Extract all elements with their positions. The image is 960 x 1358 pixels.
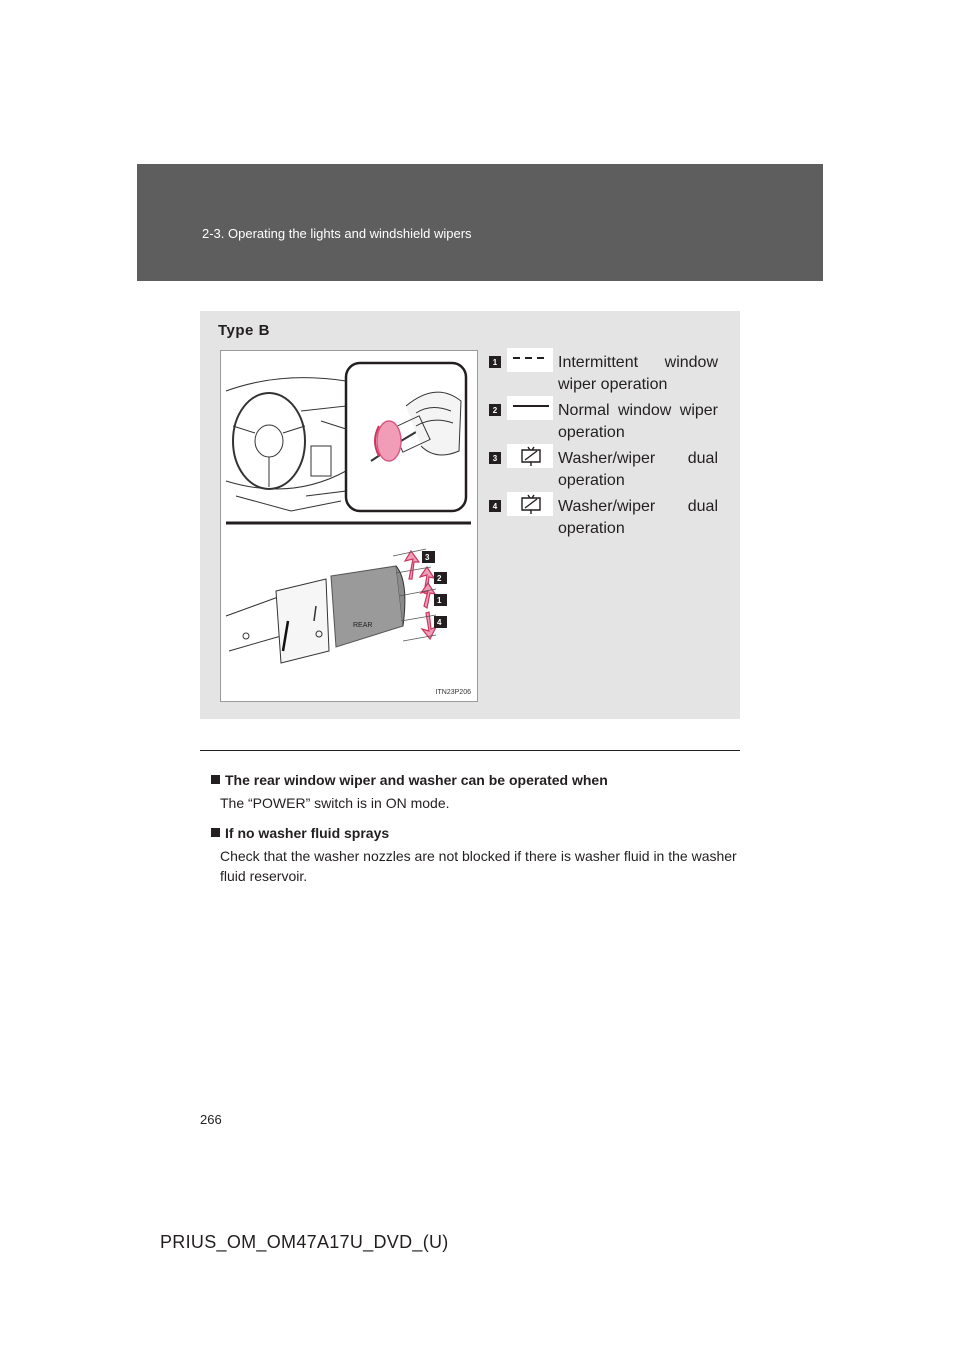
legend-text: Normal window wiper operation (558, 402, 718, 441)
legend-text: Intermittent window wiper operation (558, 354, 718, 393)
illustration-svg (221, 351, 477, 701)
note-heading (211, 824, 741, 842)
washer-wiper-icon (507, 444, 553, 468)
legend-number: 2 (489, 404, 501, 416)
washer-wiper-icon (507, 492, 553, 516)
steering-hub-shape (255, 425, 283, 457)
type-label: Type B (218, 322, 270, 339)
legend-item (489, 490, 721, 538)
legend-item (489, 394, 721, 442)
rotate-ring-highlight (377, 421, 401, 461)
legend-text: Washer/wiper dual operation (558, 498, 718, 537)
legend (489, 346, 721, 538)
header-band (137, 164, 823, 281)
section-title: 2-3. Operating the lights and windshield wipers (202, 226, 472, 241)
notes (211, 771, 741, 897)
badge-4-text: 4 (437, 618, 442, 627)
bullet-square-icon (211, 775, 220, 784)
legend-number: 4 (489, 500, 501, 512)
page-number: 266 (200, 1112, 222, 1127)
badge-1-text: 1 (437, 596, 442, 605)
badge-3-text: 3 (425, 553, 430, 562)
rotation-arrows (405, 551, 436, 639)
note-body: Check that the washer nozzles are not blocked if there is washer fluid in the washer fluid reservoir. (220, 848, 737, 884)
note-heading-text: The rear window wiper and washer can be operated when (225, 772, 608, 788)
note-heading (211, 771, 741, 789)
badge-2-text: 2 (437, 574, 442, 583)
legend-text: Washer/wiper dual operation (558, 450, 718, 489)
section-rule (200, 750, 740, 751)
note-heading-text: If no washer fluid sprays (225, 825, 390, 841)
legend-number: 1 (489, 356, 501, 368)
legend-item (489, 442, 721, 490)
note-body: The “POWER” switch is in ON mode. (220, 795, 450, 811)
rear-label: REAR (353, 622, 373, 629)
document-id: PRIUS_OM_OM47A17U_DVD_(U) (160, 1232, 449, 1252)
solid-line-icon (507, 396, 553, 420)
legend-item (489, 346, 721, 394)
wiper-switch-illustration (220, 350, 478, 702)
figure-code: ITN23P206 (435, 689, 471, 696)
bullet-square-icon (211, 828, 220, 837)
dashed-line-icon (507, 348, 553, 372)
legend-number: 3 (489, 452, 501, 464)
